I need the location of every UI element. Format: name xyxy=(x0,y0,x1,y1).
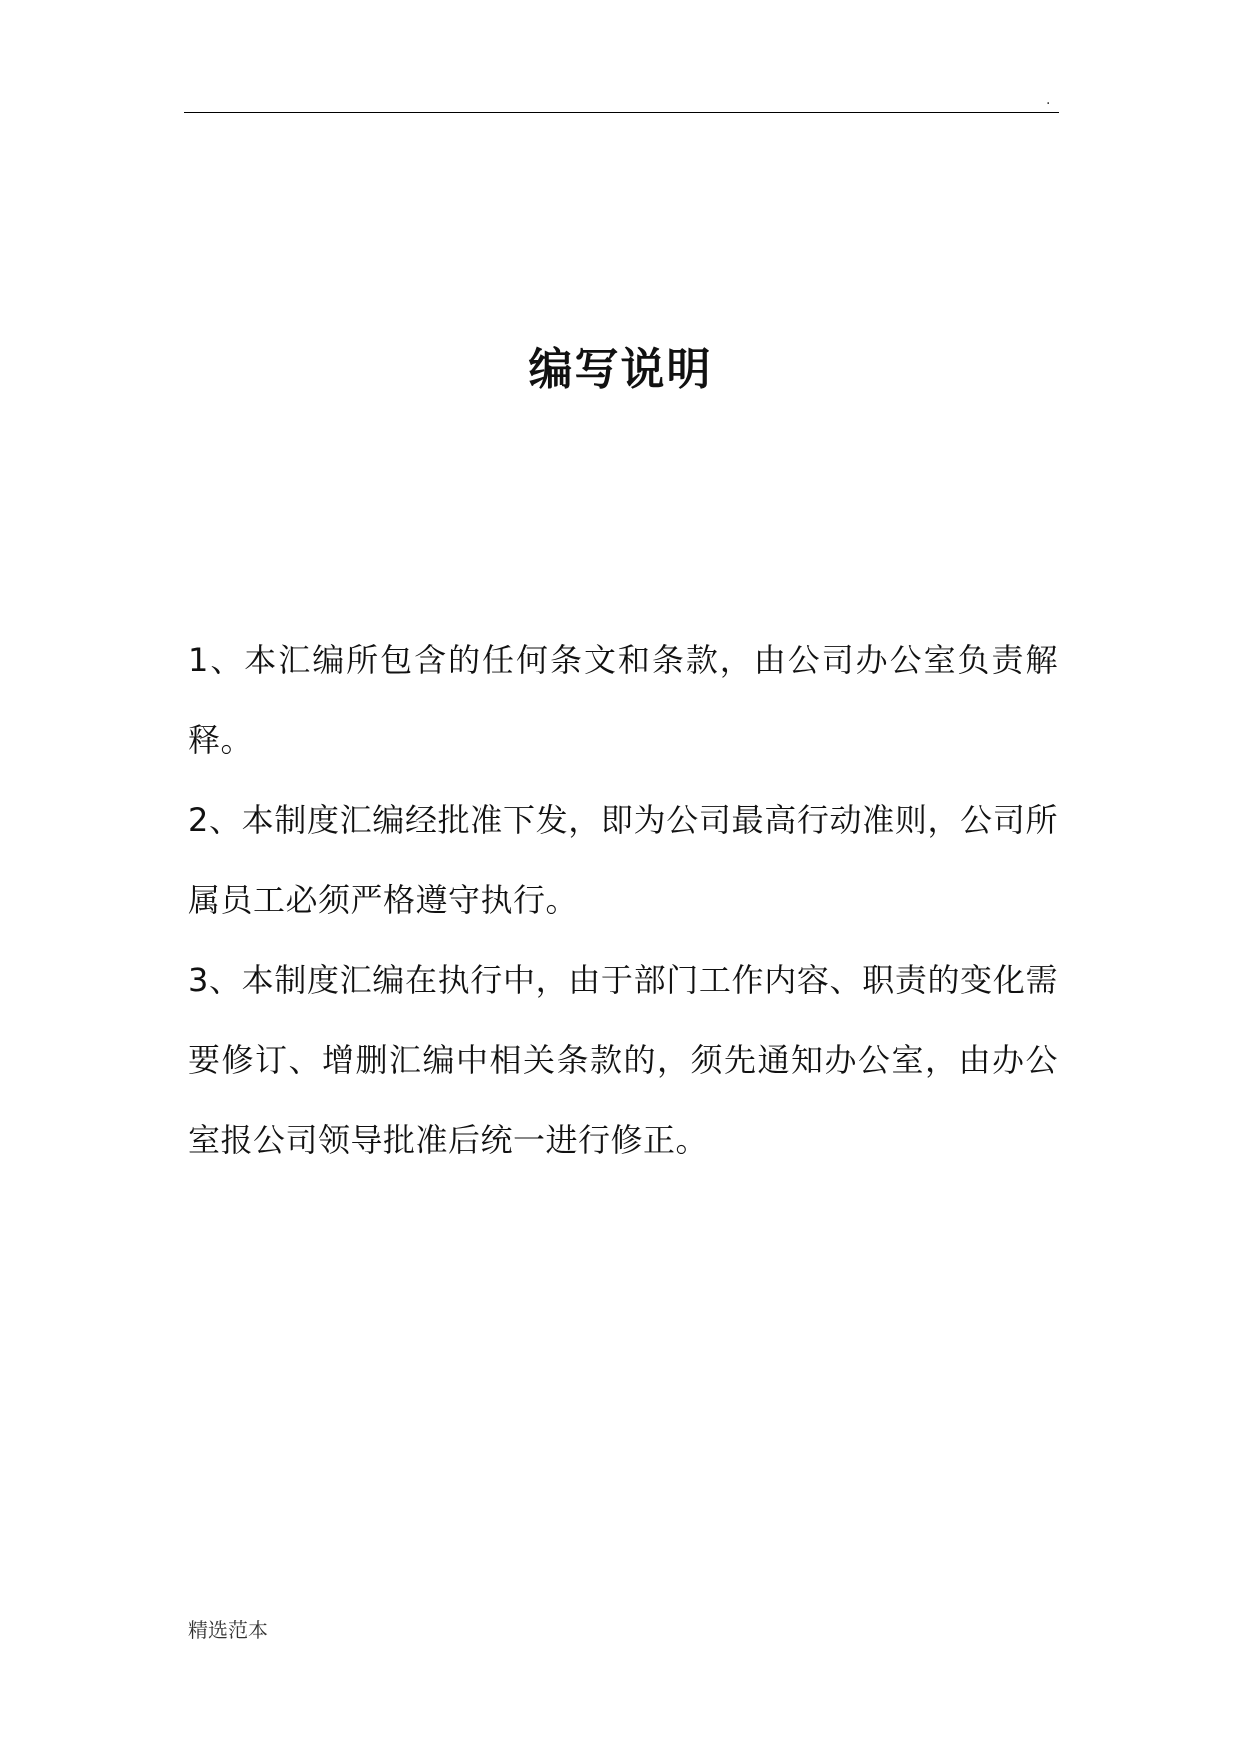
document-body xyxy=(188,620,1058,1180)
paragraph-3: 3、本制度汇编在执行中，由于部门工作内容、职责的变化需要修订、增删汇编中相关条款的，须先通知办公室，由办公室报公司领导批准后统一进行修正。 xyxy=(188,961,1058,1159)
document-title: 编写说明 xyxy=(528,344,713,395)
header-mark: . xyxy=(1046,92,1051,108)
paragraph-1: 1、本汇编所包含的任何条文和条款，由公司办公室负责解释。 xyxy=(188,641,1058,759)
paragraph-2: 2、本制度汇编经批准下发，即为公司最高行动准则，公司所属员工必须严格遵守执行。 xyxy=(188,801,1058,919)
footer-label: 精选范本 xyxy=(188,1618,268,1642)
header-rule xyxy=(184,112,1059,113)
